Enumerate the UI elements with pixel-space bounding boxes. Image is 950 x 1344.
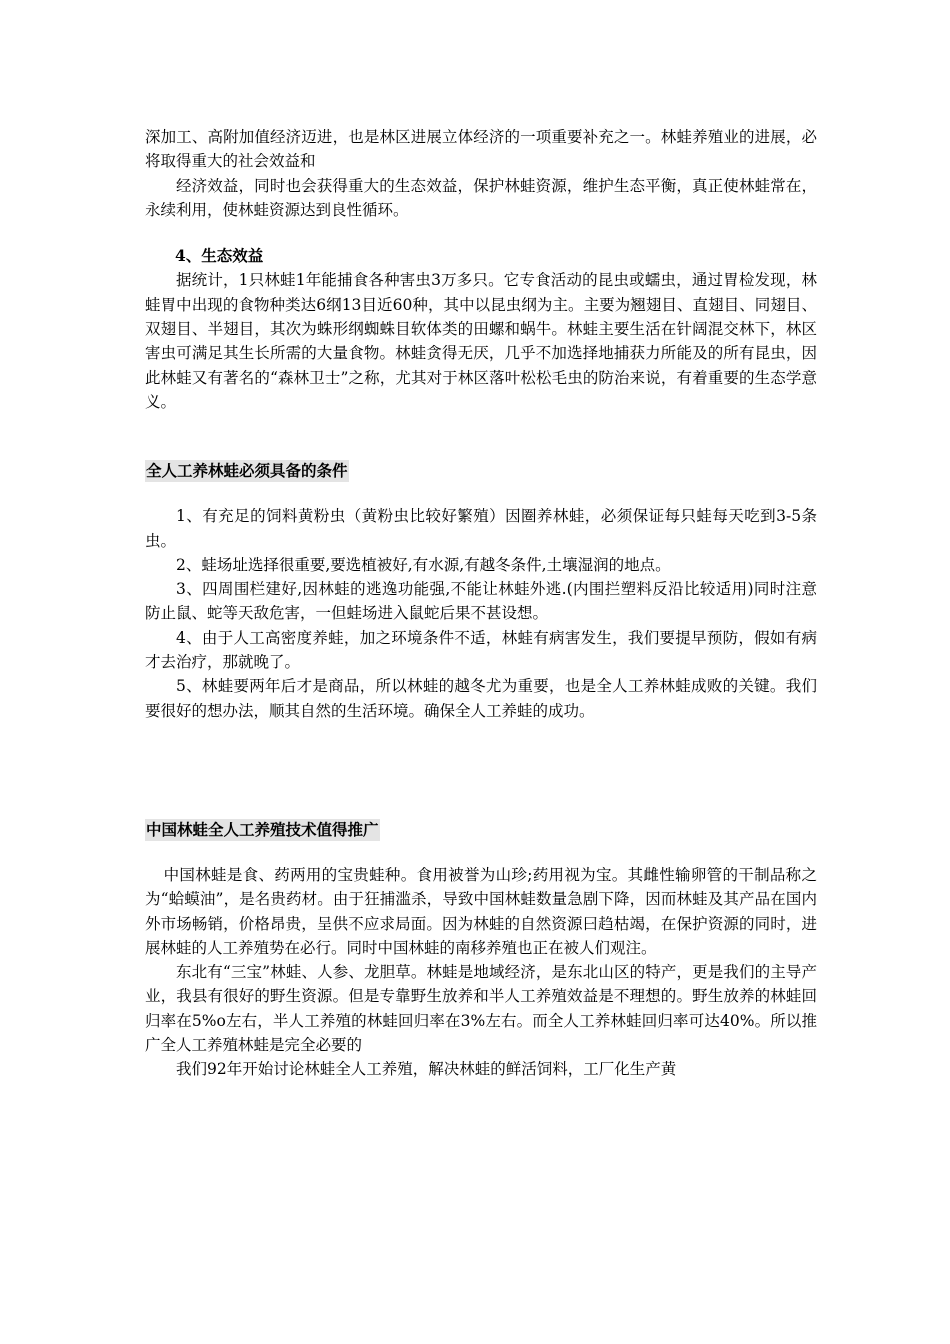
condition-item-5: 5、林蛙要两年后才是商品，所以林蛙的越冬尤为重要，也是全人工养林蛙成败的关键。我们要很好的想办法，顺其自然的生活环境。确保全人工养蛙的成功。: [145, 677, 817, 720]
eco-benefit-title: 4、生态效益: [175, 246, 264, 266]
promotion-paragraph-3: 我们92年开始讨论林蛙全人工养殖，解决林蛙的鲜活饲料，工厂化生产黄: [176, 1060, 677, 1079]
condition-item-2: 2、蛙场址选择很重要,要选植被好,有水源,有越冬条件,土壤湿润的地点。: [176, 555, 671, 574]
condition-item-1: 1、有充足的饲料黄粉虫（黄粉虫比较好繁殖）因圈养林蛙，必须保证每只蛙每天吃到3-5条虫。: [145, 507, 817, 550]
conditions-heading-wrap: [145, 460, 817, 482]
promotion-heading-wrap: [145, 819, 817, 841]
condition-item-3: 3、四周围栏建好,因林蛙的逃逸功能强,不能让林蛙外逃.(内围拦塑料反沿比较适用)同时注意防止鼠、蛇等天敌危害，一但蛙场进入鼠蛇后果不甚设想。: [145, 580, 817, 623]
promotion-paragraph-1: 中国林蛙是食、药两用的宝贵蛙种。食用被誉为山珍;药用视为宝。其雌性输卵管的干制品称之为“蛤蟆油”，是名贵药材。由于狂捕滥杀，导致中国林蛙数量急剧下降，因而林蛙及其产品在国内外市场畅销，价格昂贵，呈供不应求局面。因为林蛙的自然资源曰趋枯竭，在保护资源的同时，进展林蛙的人工养殖势在必行。同时中国林蛙的南移养殖也正在被人们观注。: [145, 865, 817, 957]
intro-paragraph-2: 经济效益，同时也会获得重大的生态效益，保护林蛙资源，维护生态平衡，真正使林蛙常在，永续利用，使林蛙资源达到良性循环。: [145, 176, 817, 219]
promotion-heading: 中国林蛙全人工养殖技术值得推广: [146, 819, 379, 839]
promotion-paragraph-2: 东北有“三宝”林蛙、人参、龙胆草。林蛙是地域经济，是东北山区的特产，更是我们的主导产业，我县有很好的野生资源。但是专靠野生放养和半人工养殖效益是不理想的。野生放养的林蛙回归率在5%o左右，半人工养殖的林蛙回归率在3%左右。而全人工养林蛙回归率可达40%。所以推广全人工养殖林蛙是完全必要的: [145, 963, 817, 1055]
document-body: [145, 125, 817, 1082]
intro-paragraph-1: 深加工、高附加值经济迈进，也是林区进展立体经济的一项重要补充之一。林蛙养殖业的进展，必将取得重大的社会效益和: [145, 128, 817, 171]
conditions-heading: 全人工养林蛙必须具备的条件: [146, 461, 348, 481]
eco-benefit-body: 据统计，1只林蛙1年能捕食各种害虫3万多只。它专食活动的昆虫或蠕虫，通过胃检发现，林蛙胃中出现的食物种类达6纲13目近60种，其中以昆虫纲为主。主要为翘翅目、直翅目、同翅目、双翅目、半翅目，其次为蛛形纲蜘蛛目软体类的田螺和蜗牛。林蛙主要生活在针阔混交林下，林区害虫可满足其生长所需的大量食物。林蛙贪得无厌，几乎不加选择地捕获力所能及的所有昆虫，因此林蛙又有著名的“森林卫士”之称，尤其对于林区落叶松松毛虫的防治来说，有着重要的生态学意义。: [145, 271, 817, 411]
condition-item-4: 4、由于人工高密度养蛙，加之环境条件不适，林蛙有病害发生，我们要提早预防，假如有病才去治疗，那就晚了。: [145, 628, 817, 672]
